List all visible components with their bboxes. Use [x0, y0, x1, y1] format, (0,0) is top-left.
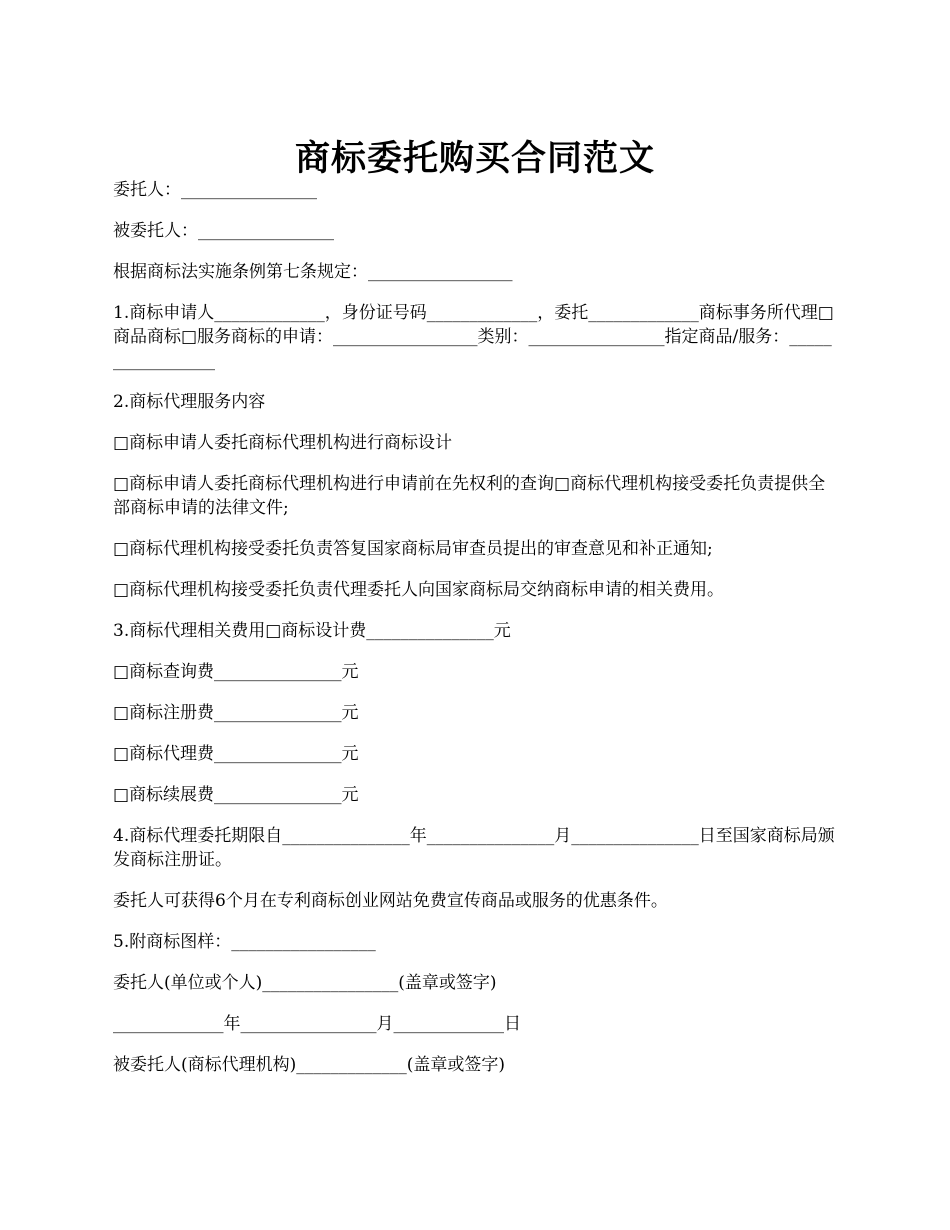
paragraph-service-design: □商标申请人委托商标代理机构进行商标设计: [113, 433, 453, 453]
paragraph-fee-registration: □商标注册费_______________元: [113, 703, 359, 723]
paragraph-section-1: 1.商标申请人_____________，身份证号码_____________，委托_____________商标事务所代理□商品商标□服务商标的申请：_________________类别：________________指定商品/服务：_________________: [113, 303, 834, 371]
document-title: 商标委托购买合同范文: [294, 139, 655, 180]
paragraph-service-fees: □商标代理机构接受委托负责代理委托人向国家商标局交纳商标申请的相关费用。: [113, 580, 725, 600]
paragraph-legal-basis: 根据商标法实施条例第七条规定：_________________: [113, 262, 513, 282]
paragraph-date: _____________年________________月_____________日: [113, 1014, 521, 1034]
paragraph-fee-agency: □商标代理费_______________元: [113, 744, 359, 764]
paragraph-agent-signature: 被委托人(商标代理机构)_____________(盖章或签字): [113, 1055, 506, 1075]
paragraph-promotion: 委托人可获得6个月在专利商标创业网站免费宣传商品或服务的优惠条件。: [113, 891, 668, 911]
paragraph-section-2-heading: 2.商标代理服务内容: [113, 392, 266, 412]
paragraph-principal: 委托人：________________: [113, 180, 317, 200]
paragraph-principal-signature: 委托人(单位或个人)________________(盖章或签字): [113, 973, 497, 993]
paragraph-section-5-sample: 5.附商标图样：_________________: [113, 932, 376, 952]
paragraph-fee-renewal: □商标续展费_______________元: [113, 785, 359, 805]
paragraph-service-search: □商标申请人委托商标代理机构进行申请前在先权利的查询□商标代理机构接受委托负责提供全部商标申请的法律文件;: [113, 474, 826, 518]
paragraph-fee-search: □商标查询费_______________元: [113, 662, 359, 682]
paragraph-section-3-fee-design: 3.商标代理相关费用□商标设计费_______________元: [113, 621, 511, 641]
paragraph-agent: 被委托人：________________: [113, 221, 334, 241]
document-body: [113, 178, 837, 1094]
paragraph-section-4-term: 4.商标代理委托期限自_______________年_______________月_______________日至国家商标局颁发商标注册证。: [113, 826, 835, 870]
paragraph-service-reply: □商标代理机构接受委托负责答复国家商标局审查员提出的审查意见和补正通知;: [113, 539, 713, 559]
